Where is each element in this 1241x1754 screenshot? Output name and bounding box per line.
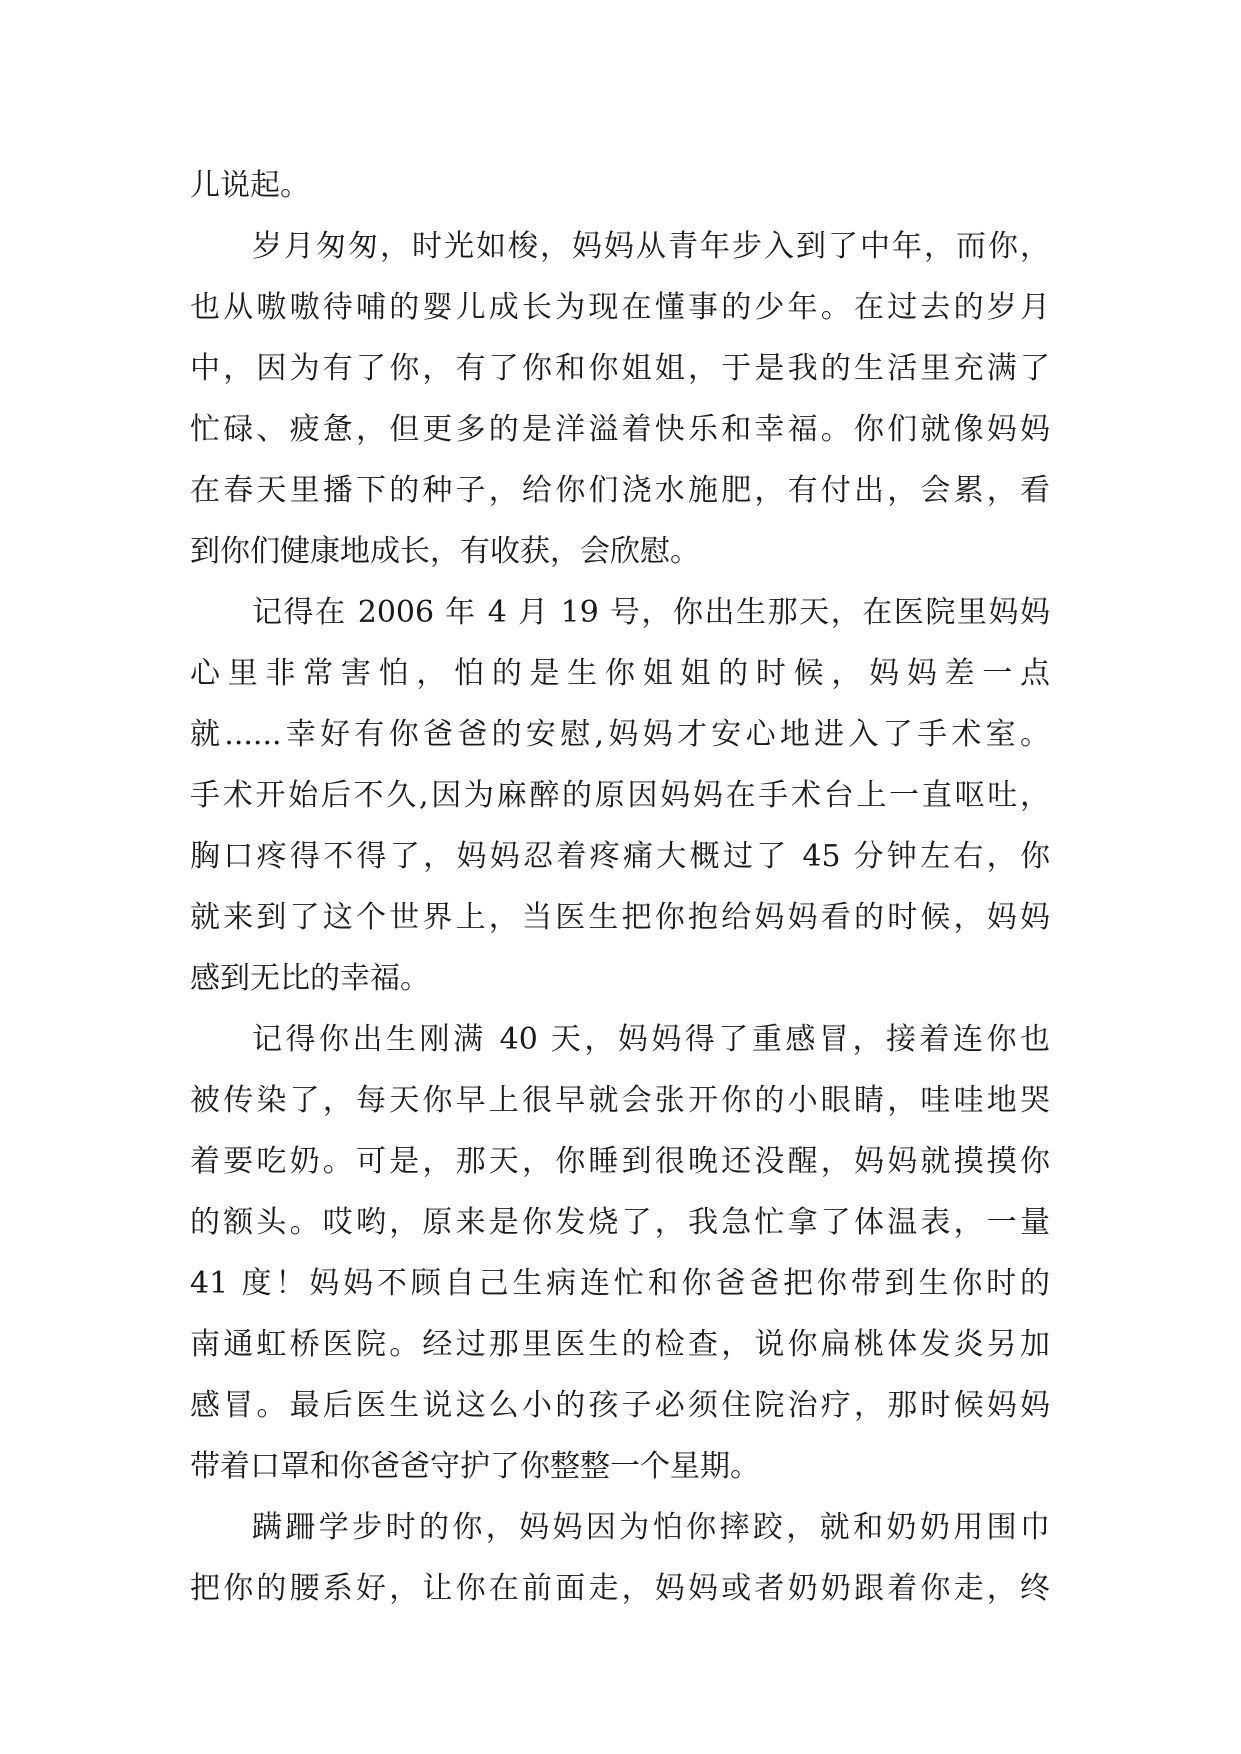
document-body <box>190 155 1050 1619</box>
text-line: 就来到了这个世界上，当医生把你抱给妈妈看的时候，妈妈 <box>190 900 1050 935</box>
text-line: 到你们健康地成长，有收获，会欣慰。 <box>190 534 700 569</box>
text-line: 中，因为有了你，有了你和你姐姐，于是我的生活里充满了 <box>190 351 1050 386</box>
text-line: 带着口罩和你爸爸守护了你整整一个星期。 <box>190 1449 760 1484</box>
text-line: 心里非常害怕，怕的是生你姐姐的时候，妈妈差一点 <box>190 656 1050 691</box>
text-line: 儿说起。 <box>190 168 310 203</box>
text-line: 把你的腰系好，让你在前面走，妈妈或者奶奶跟着你走，终 <box>190 1571 1050 1606</box>
text-line: 感到无比的幸福。 <box>190 961 430 996</box>
text-line: 胸口疼得不得了，妈妈忍着疼痛大概过了 45 分钟左右，你 <box>190 839 1050 874</box>
paragraph-fever <box>190 1009 1050 1497</box>
text-line: 岁月匆匆，时光如梭，妈妈从青年步入到了中年，而你， <box>252 229 1050 264</box>
text-line: 就......幸好有你爸爸的安慰,妈妈才安心地进入了手术室。 <box>190 717 1050 752</box>
text-line: 41 度！妈妈不顾自己生病连忙和你爸爸把你带到生你时的 <box>190 1266 1050 1301</box>
text-line: 在春天里播下的种子，给你们浇水施肥，有付出，会累，看 <box>190 473 1050 508</box>
text-line: 也从嗷嗷待哺的婴儿成长为现在懂事的少年。在过去的岁月 <box>190 290 1050 325</box>
text-line: 感冒。最后医生说这么小的孩子必须住院治疗，那时候妈妈 <box>190 1388 1050 1423</box>
text-line: 的额头。哎哟，原来是你发烧了，我急忙拿了体温表，一量 <box>190 1205 1050 1240</box>
paragraph-continuation <box>190 155 1050 216</box>
paragraph-years <box>190 216 1050 582</box>
text-line: 手术开始后不久,因为麻醉的原因妈妈在手术台上一直呕吐， <box>190 778 1050 813</box>
text-line: 蹒跚学步时的你，妈妈因为怕你摔跤，就和奶奶用围巾 <box>252 1510 1050 1545</box>
text-line: 记得在 2006 年 4 月 19 号，你出生那天，在医院里妈妈 <box>252 595 1050 630</box>
text-line: 被传染了，每天你早上很早就会张开你的小眼睛，哇哇地哭 <box>190 1083 1050 1118</box>
text-line: 南通虹桥医院。经过那里医生的检查，说你扁桃体发炎另加 <box>190 1327 1050 1362</box>
text-line: 记得你出生刚满 40 天，妈妈得了重感冒，接着连你也 <box>252 1022 1050 1057</box>
paragraph-walking <box>190 1497 1050 1619</box>
text-line: 忙碌、疲惫，但更多的是洋溢着快乐和幸福。你们就像妈妈 <box>190 412 1050 447</box>
text-line: 着要吃奶。可是，那天，你睡到很晚还没醒，妈妈就摸摸你 <box>190 1144 1050 1179</box>
paragraph-birth <box>190 582 1050 1009</box>
